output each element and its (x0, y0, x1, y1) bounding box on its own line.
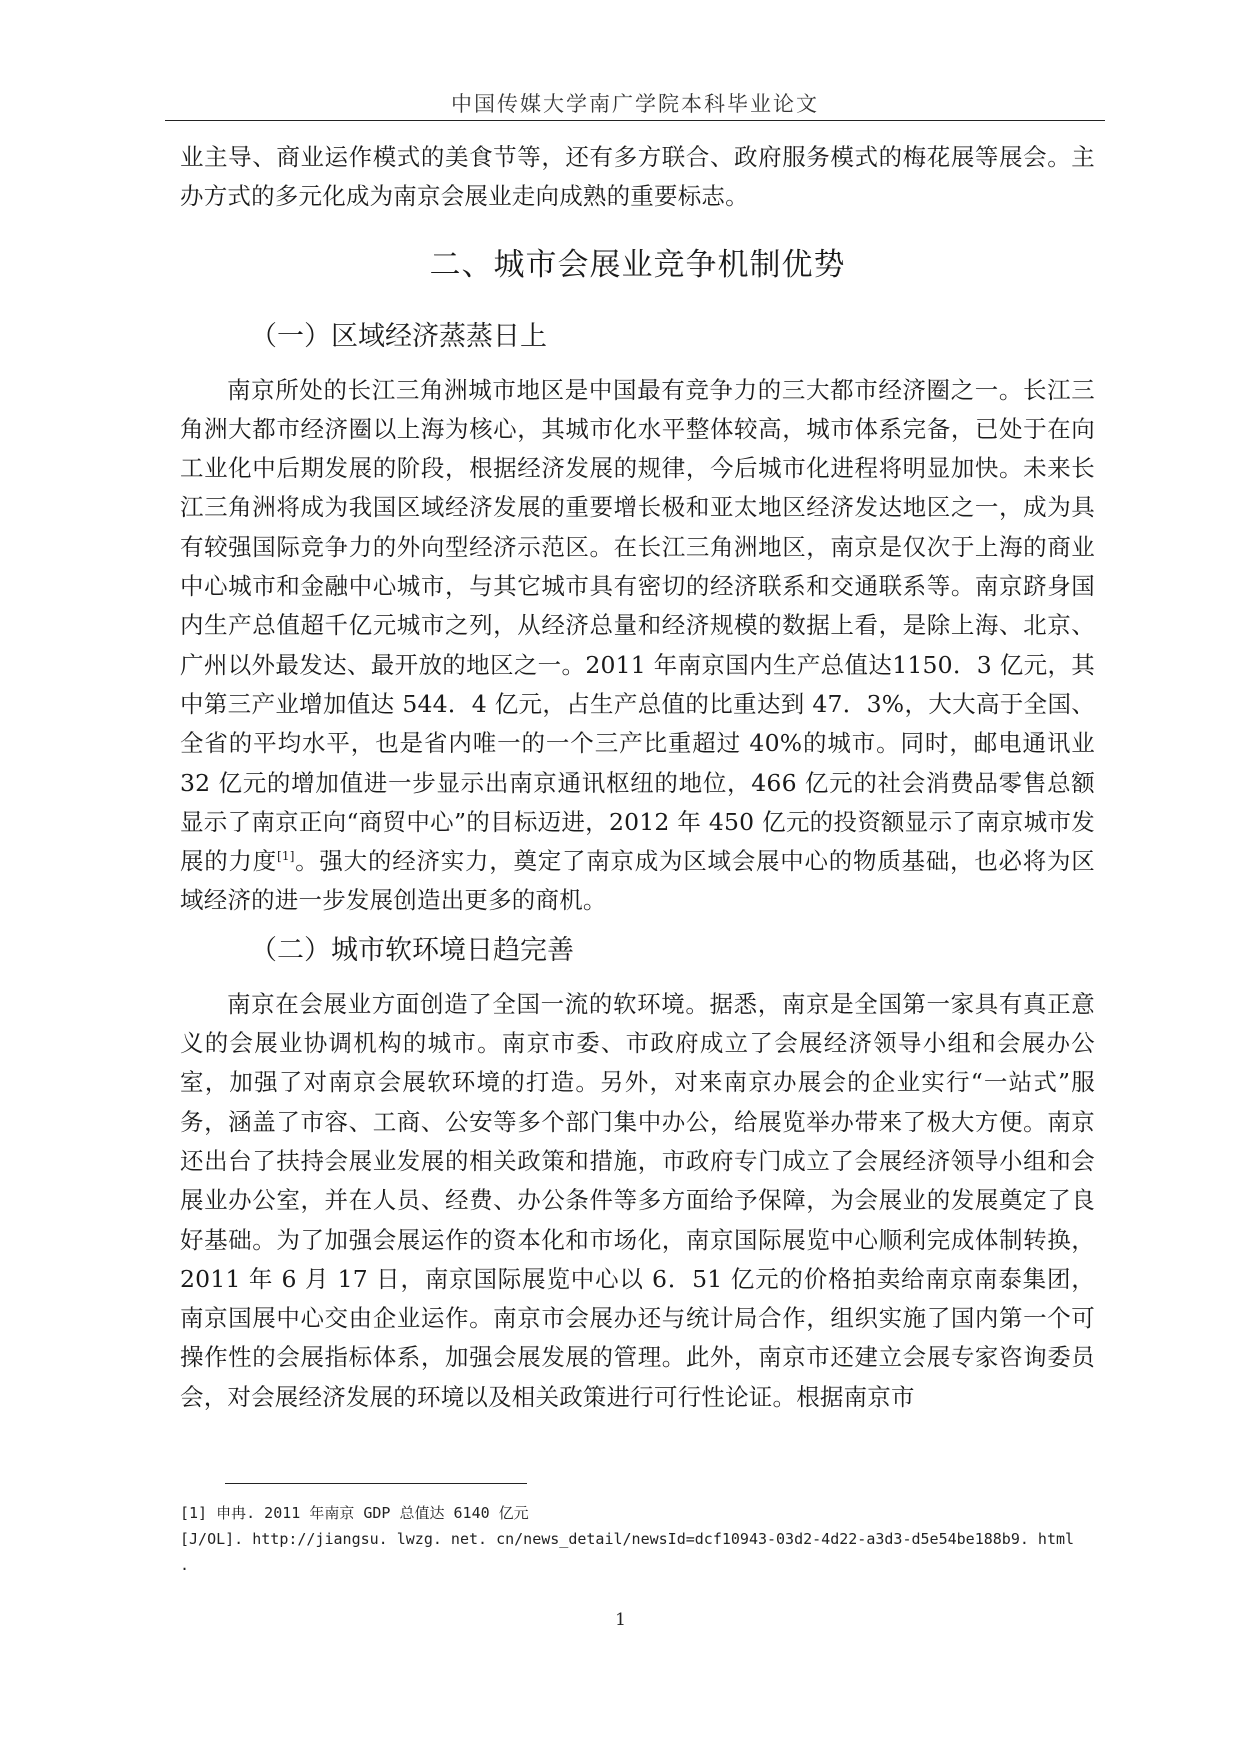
header-rule (165, 120, 1105, 121)
footnote-1-line-3: . (180, 1556, 190, 1574)
subsection-2-title: （二）城市软环境日趋完善 (250, 934, 574, 966)
footnote-1-line-1: [1] 申冉. 2011 年南京 GDP 总值达 6140 亿元 (180, 1504, 529, 1522)
subsection-1-text-part-1: 南京所处的长江三角洲城市地区是中国最有竞争力的三大都市经济圈之一。长江三角洲大都市经济圈以上海为核心，其城市化水平整体较高，城市体系完备，已处于在向工业化中后期发展的阶段，根据经济发展的规律，今后城市化进程将明显加快。未来长江三角洲将成为我国区域经济发展的重要增长极和亚太地区经济发达地区之一，成为具有较强国际竞争力的外向型经济示范区。在长江三角洲地区，南京是仅次于上海的商业中心城市和金融中心城市，与其它城市具有密切的经济联系和交通联系等。南京跻身国内生产总值超千亿元城市之列，从经济总量和经济规模的数据上看，是除上海、北京、广州以外最发达、最开放的地区之一。2011 年南京国内生产总值达1150．3 亿元，其中第三产业增加值达 544．4 亿元，占生产总值的比重达到 47．3%，大大高于全国、全省的平均水平，也是省内唯一的一个三产比重超过 40%的城市。同时，邮电通讯业 32 亿元的增加值进一步显示出南京通讯枢纽的地位，466 亿元的社会消费品零售总额显示了南京正向“商贸中心”的目标迈进，2012 年 450 亿元的投资额显示了南京城市发展的力度 (180, 375, 1095, 876)
footnote-1-line-2[interactable]: [J/OL]. http://jiangsu. lwzg. net. cn/news_detail/newsId=dcf10943-03d2-4d22-a3d3-d5e54be188b9. html (180, 1530, 1075, 1548)
subsection-1-text-part-2: 。强大的经济实力，奠定了南京成为区域会展中心的物质基础，也必将为区域经济的进一步发展创造出更多的商机。 (180, 847, 1095, 915)
subsection-1-title: （一）区域经济蒸蒸日上 (250, 320, 547, 352)
footnote-reference-1[interactable]: [1] (277, 849, 295, 864)
footnote-rule (225, 1483, 527, 1484)
main-content (180, 138, 1095, 1417)
subsection-2-paragraph: 南京在会展业方面创造了全国一流的软环境。据悉，南京是全国第一家具有真正意义的会展业协调机构的城市。南京市委、市政府成立了会展经济领导小组和会展办公室，加强了对南京会展软环境的打造。另外，对来南京办展会的企业实行“一站式”服务，涵盖了市容、工商、公安等多个部门集中办公，给展览举办带来了极大方便。南京还出台了扶持会展业发展的相关政策和措施，市政府专门成立了会展经济领导小组和会展业办公室，并在人员、经费、办公条件等多方面给予保障，为会展业的发展奠定了良好基础。为了加强会展运作的资本化和市场化，南京国际展览中心顺利完成体制转换，2011 年 6 月 17 日，南京国际展览中心以 6．51 亿元的价格拍卖给南京南泰集团，南京国展中心交由企业运作。南京市会展办还与统计局合作，组织实施了国内第一个可操作性的会展指标体系，加强会展发展的管理。此外，南京市还建立会展专家咨询委员会，对会展经济发展的环境以及相关政策进行可行性论证。根据南京市 (180, 989, 1095, 1411)
continuation-paragraph: 业主导、商业运作模式的美食节等，还有多方联合、政府服务模式的梅花展等展会。主办方式的多元化成为南京会展业走向成熟的重要标志。 (180, 143, 1095, 211)
section-title: 二、城市会展业竞争机制优势 (429, 246, 846, 283)
subsection-1-paragraph (180, 371, 1095, 921)
footnotes (180, 1500, 1100, 1578)
running-header: 中国传媒大学南广学院本科毕业论文 (451, 92, 819, 116)
page-number: 1 (615, 1610, 626, 1630)
